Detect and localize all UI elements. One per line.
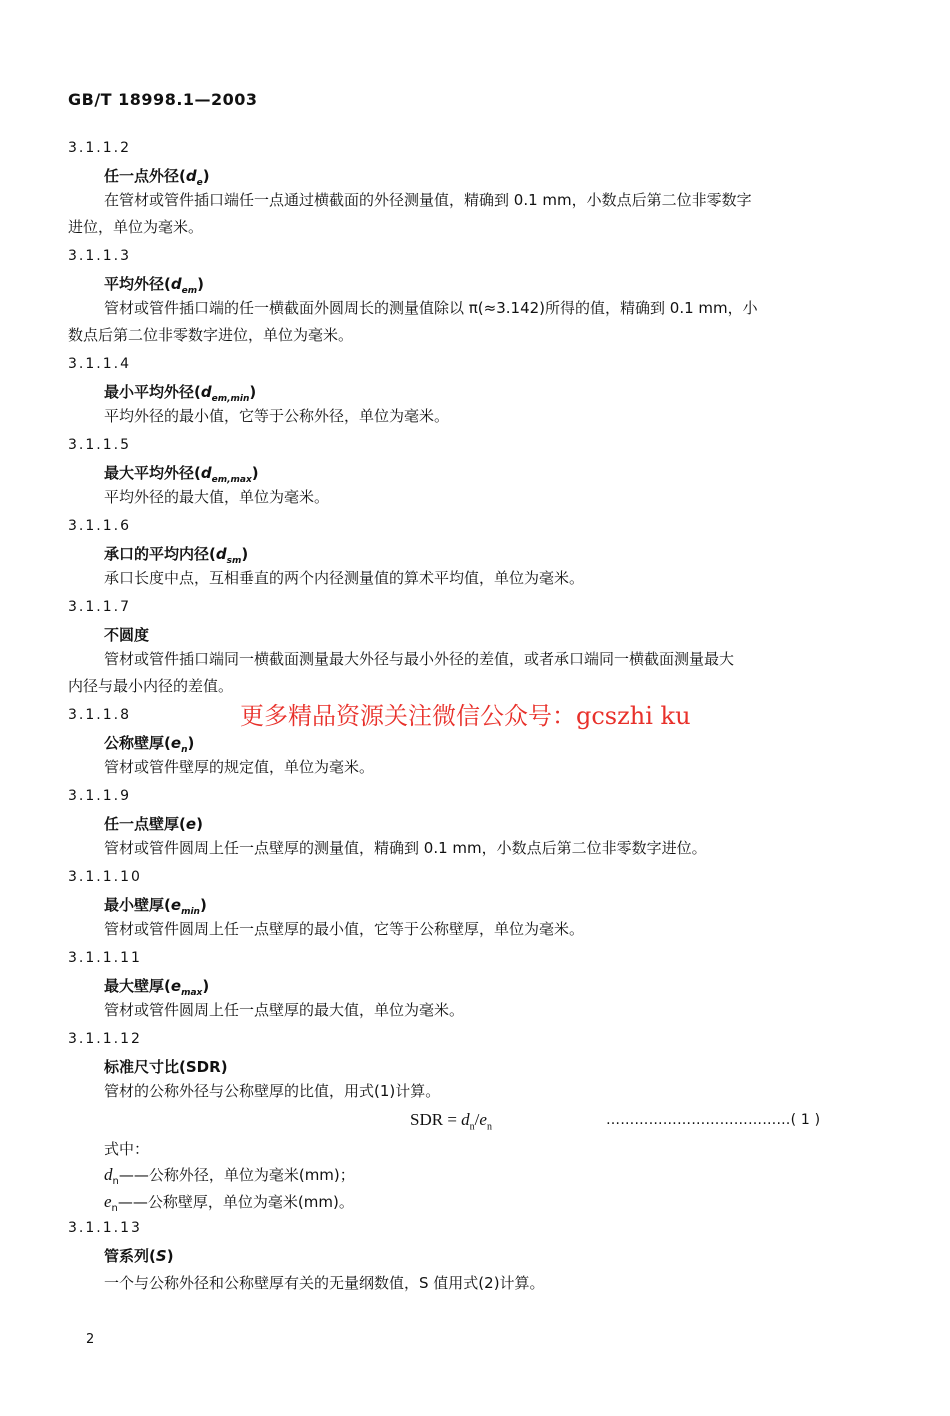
clause-term-subscript: sm bbox=[226, 556, 242, 566]
clause-term-text: 管系列 bbox=[104, 1247, 150, 1265]
clause-term: 标准尺寸比(SDR) bbox=[104, 1058, 228, 1076]
clause-term-text: 最大平均外径 bbox=[104, 464, 195, 482]
formula-numerator-symbol: d bbox=[461, 1110, 470, 1129]
clause-term-subscript: e bbox=[196, 178, 203, 188]
clause-term bbox=[104, 624, 149, 645]
clause-term-text: 任一点壁厚 bbox=[104, 815, 180, 833]
clause-term: 公称壁厚$(e_n)$ bbox=[104, 734, 195, 755]
clause-term-symbol: d bbox=[200, 383, 212, 401]
clause-number: 3.1.1.2 bbox=[68, 140, 131, 156]
clause-number: 3.1.1.10 bbox=[68, 869, 142, 885]
where-item-text: ——公称外径，单位为毫米(mm)； bbox=[118, 1166, 355, 1184]
formula-label-row bbox=[606, 1112, 820, 1128]
formula-denominator-symbol: e bbox=[479, 1110, 487, 1129]
clause-term-subscript: max bbox=[181, 988, 203, 998]
clause-number: 3.1.1.8 bbox=[68, 707, 131, 723]
clause-term-subscript: em,min bbox=[211, 394, 250, 404]
clause-term-text: 平均外径 bbox=[104, 275, 165, 293]
clause-term-symbol: d bbox=[170, 275, 182, 293]
clause-term-subscript: em bbox=[181, 286, 198, 296]
clause-term-symbol: d bbox=[200, 464, 212, 482]
clause-term: 任一点外径$(d_e)$ bbox=[104, 167, 210, 188]
clause-definition-line: 管材或管件圆周上任一点壁厚的测量值，精确到 0.1 mm，小数点后第二位非零数字进位。 bbox=[104, 839, 707, 857]
clause-number: 3.1.1.3 bbox=[68, 248, 131, 264]
clause-term-symbol: e bbox=[170, 896, 182, 914]
clause-term: 管系列(S) bbox=[104, 1247, 174, 1265]
clause-definition-line: 管材或管件壁厚的规定值，单位为毫米。 bbox=[104, 758, 375, 776]
clause-definition-line: 管材或管件圆周上任一点壁厚的最大值，单位为毫米。 bbox=[104, 1001, 465, 1019]
where-item-dn bbox=[104, 1164, 355, 1187]
clause-term: 承口的平均内径$(d_{sm})$ bbox=[104, 545, 249, 566]
where-item-text: ——公称壁厚，单位为毫米(mm)。 bbox=[117, 1193, 354, 1211]
formula-slash: / bbox=[474, 1110, 480, 1129]
clause-term-symbol: e bbox=[170, 734, 182, 752]
clause-term-text: 标准尺寸比 bbox=[104, 1058, 180, 1076]
clause-term-text: 不圆度 bbox=[104, 626, 150, 644]
where-item-symbol: e bbox=[104, 1192, 112, 1211]
clause-number: 3.1.1.7 bbox=[68, 599, 131, 615]
clause-number: 3.1.1.12 bbox=[68, 1031, 142, 1047]
formula-1 bbox=[410, 1110, 492, 1132]
clause-definition-line: 内径与最小内径的差值。 bbox=[68, 677, 234, 695]
clause-term-text: 承口的平均内径 bbox=[104, 545, 210, 563]
clause-term: 最大壁厚$(e_{max})$ bbox=[104, 977, 210, 998]
clause-term-subscript: em,max bbox=[211, 475, 252, 485]
clause-definition-line: 管材或管件插口端同一横截面测量最大外径与最小外径的差值，或者承口端同一横截面测量最大 bbox=[104, 650, 735, 668]
clause-term: 平均外径$(d_{em})$ bbox=[104, 275, 204, 296]
clause-term-symbol: d bbox=[185, 167, 197, 185]
clause-term-subscript: n bbox=[181, 745, 188, 755]
clause-term-text: 最小壁厚 bbox=[104, 896, 165, 914]
clause-definition-line: 在管材或管件插口端任一点通过横截面的外径测量值，精确到 0.1 mm，小数点后第二位非零数字 bbox=[104, 191, 752, 209]
page-number: 2 bbox=[86, 1332, 95, 1347]
clause-term-text: 最大壁厚 bbox=[104, 977, 165, 995]
clause-term-text: 最小平均外径 bbox=[104, 383, 195, 401]
clause-term: 任一点壁厚(e) bbox=[104, 815, 203, 833]
formula-leader-dots: ………………………………… bbox=[606, 1112, 791, 1128]
clause-number: 3.1.1.9 bbox=[68, 788, 131, 804]
clause-number: 3.1.1.13 bbox=[68, 1220, 142, 1236]
clause-definition-line: 承口长度中点，互相垂直的两个内径测量值的算术平均值，单位为毫米。 bbox=[104, 569, 585, 587]
formula-number-label: ( 1 ) bbox=[790, 1112, 821, 1128]
clause-term-symbol: e bbox=[185, 815, 197, 833]
clause-term-symbol: S bbox=[155, 1247, 167, 1265]
where-item-en bbox=[104, 1191, 354, 1214]
clause-definition-line: 平均外径的最大值，单位为毫米。 bbox=[104, 488, 330, 506]
clause-number: 3.1.1.5 bbox=[68, 437, 131, 453]
clause-term: 最小平均外径$(d_{em,min})$ bbox=[104, 383, 257, 404]
where-item-subscript: n bbox=[111, 1203, 118, 1214]
formula-lhs: SDR bbox=[410, 1110, 444, 1129]
clause-term-symbol: e bbox=[170, 977, 182, 995]
clause-definition-line: 管材的公称外径与公称壁厚的比值，用式(1)计算。 bbox=[104, 1082, 441, 1100]
clause-definition-line: 管材或管件圆周上任一点壁厚的最小值，它等于公称壁厚，单位为毫米。 bbox=[104, 920, 585, 938]
clause-term-symbol: d bbox=[215, 545, 227, 563]
clause-number: 3.1.1.4 bbox=[68, 356, 131, 372]
clause-definition-line: 管材或管件插口端的任一横截面外圆周长的测量值除以 π(≈3.142)所得的值，精确到 0.1 mm，小 bbox=[104, 299, 758, 317]
watermark-text: 更多精品资源关注微信公众号：gcszhi ku bbox=[240, 702, 691, 730]
clause-definition-line: 进位，单位为毫米。 bbox=[68, 218, 204, 236]
clause-term: 最大平均外径$(d_{em,max})$ bbox=[104, 464, 259, 485]
where-item-symbol: d bbox=[104, 1165, 113, 1184]
clause-definition: 一个与公称外径和公称壁厚有关的无量纲数值，S 值用式(2)计算。 bbox=[104, 1274, 545, 1292]
formula-equals: = bbox=[443, 1110, 462, 1129]
clause-term: 最小壁厚$(e_{min})$ bbox=[104, 896, 207, 917]
clause-definition-line: 数点后第二位非零数字进位，单位为毫米。 bbox=[68, 326, 354, 344]
clause-number: 3.1.1.11 bbox=[68, 950, 142, 966]
formula-numerator-subscript: n bbox=[469, 1121, 475, 1133]
clause-number: 3.1.1.6 bbox=[68, 518, 131, 534]
clause-term-text: 公称壁厚 bbox=[104, 734, 165, 752]
where-heading: 式中： bbox=[104, 1140, 150, 1158]
clause-term-subscript: min bbox=[181, 907, 200, 917]
where-item-subscript: n bbox=[112, 1176, 119, 1187]
clause-term-text: 任一点外径 bbox=[104, 167, 180, 185]
clause-term-symbol: SDR bbox=[185, 1058, 221, 1076]
standard-number: GB/T 18998.1—2003 bbox=[68, 90, 258, 109]
formula-denominator-subscript: n bbox=[486, 1121, 492, 1133]
clause-definition-line: 平均外径的最小值，它等于公称外径，单位为毫米。 bbox=[104, 407, 450, 425]
